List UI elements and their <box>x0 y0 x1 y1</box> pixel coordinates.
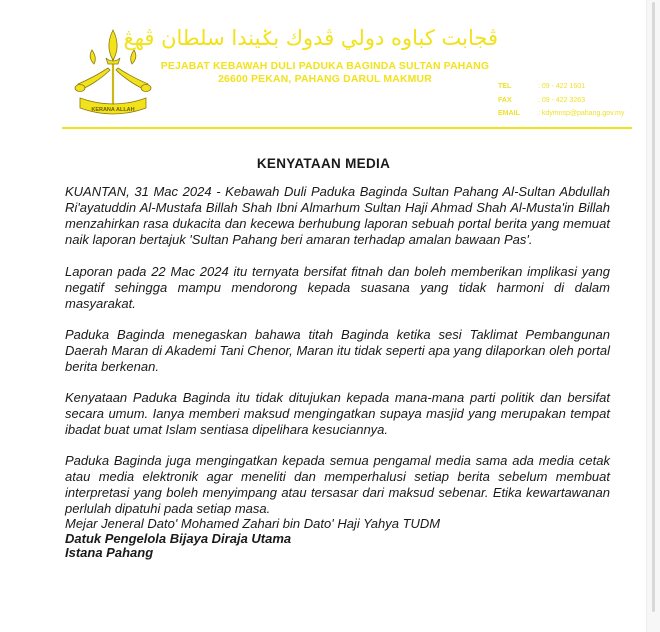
document-title: KENYATAAN MEDIA <box>256 156 391 171</box>
paragraph: KUANTAN, 31 Mac 2024 - Kebawah Duli Paduka Baginda Sultan Pahang Al-Sultan Abdullah Ri'ayatuddin Al-Mustafa Billah Shah Ibni Almarhum Sultan Haji Ahmad Shah Al-Musta'in Billah menzahirkan rasa dukacita dan kecewa berhubung laporan sebuah portal berita yang memuat naik laporan bertajuk 'Sultan Pahang beri amaran terhadap amalan bawaan Pas'. <box>65 184 610 247</box>
contact-value: : 09 - 422 1601 <box>538 83 586 90</box>
paragraph: Kenyataan Paduka Baginda itu tidak ditujukan kepada mana-mana parti politik dan bersifat secara umum. Ianya memberi maksud mengingatkan supaya masjid yang merupakan tempat ibadat buat umat Islam sentiasa dipelihara kesuciannya. <box>65 390 610 437</box>
contact-label: EMAIL <box>498 110 520 117</box>
signatory-name: Mejar Jeneral Dato' Mohamed Zahari bin Dato' Haji Yahya TUDM <box>65 516 441 531</box>
paragraph: Paduka Baginda menegaskan bahawa titah Baginda ketika sesi Taklimat Pembangunan Daerah Maran di Akademi Tani Chenor, Maran itu tidak seperti apa yang dilaporkan oleh portal berita berkenan. <box>65 327 610 374</box>
crest-ribbon-text: KERANA ALLAH <box>91 107 135 113</box>
scrollbar-thumb[interactable] <box>652 2 655 612</box>
contact-value: : 09 - 422 3263 <box>538 96 586 104</box>
paragraph: Laporan pada 22 Mac 2024 itu ternyata bersifat fitnah dan boleh memberikan implikasi yang negatif sehingga mampu mendorong kepada suasana yang tidak harmoni di dalam masyarakat. <box>65 264 610 311</box>
signatory-office: Istana Pahang <box>65 545 154 560</box>
statement-body <box>65 184 610 532</box>
contact-email <box>498 107 624 121</box>
contact-fax <box>498 94 624 108</box>
contact-label: TEL <box>498 83 512 90</box>
signatory-position: Datuk Pengelola Bijaya Diraja Utama <box>65 530 292 546</box>
office-address <box>160 60 490 86</box>
signature-block <box>65 517 440 561</box>
contact-value: : kdymnsp@pahang.gov.my <box>538 110 625 117</box>
jawi-office-title: ڤجابت كباوه دولي ڤدوك بݢيندا سلطان ڤهڠ <box>123 26 498 50</box>
contact-tel <box>498 80 624 94</box>
office-name: PEJABAT KEBAWAH DULI PADUKA BAGINDA SULTAN PAHANG <box>160 61 490 72</box>
vertical-scrollbar[interactable] <box>646 0 660 632</box>
header-divider <box>62 127 632 129</box>
contact-block <box>498 80 624 121</box>
paragraph: Paduka Baginda juga mengingatkan kepada semua pengamal media sama ada media cetak atau media elektronik agar meneliti dan memperhalusi setiap berita sebelum membuat interpretasi yang boleh menyimpang atau tersasar dari maksud sebenar. Etika kewartawanan perlulah dipatuhi pada setiap masa. <box>65 453 610 516</box>
office-postal-address: 26600 PEKAN, PAHANG DARUL MAKMUR <box>218 74 432 85</box>
contact-label: FAX <box>498 96 512 104</box>
